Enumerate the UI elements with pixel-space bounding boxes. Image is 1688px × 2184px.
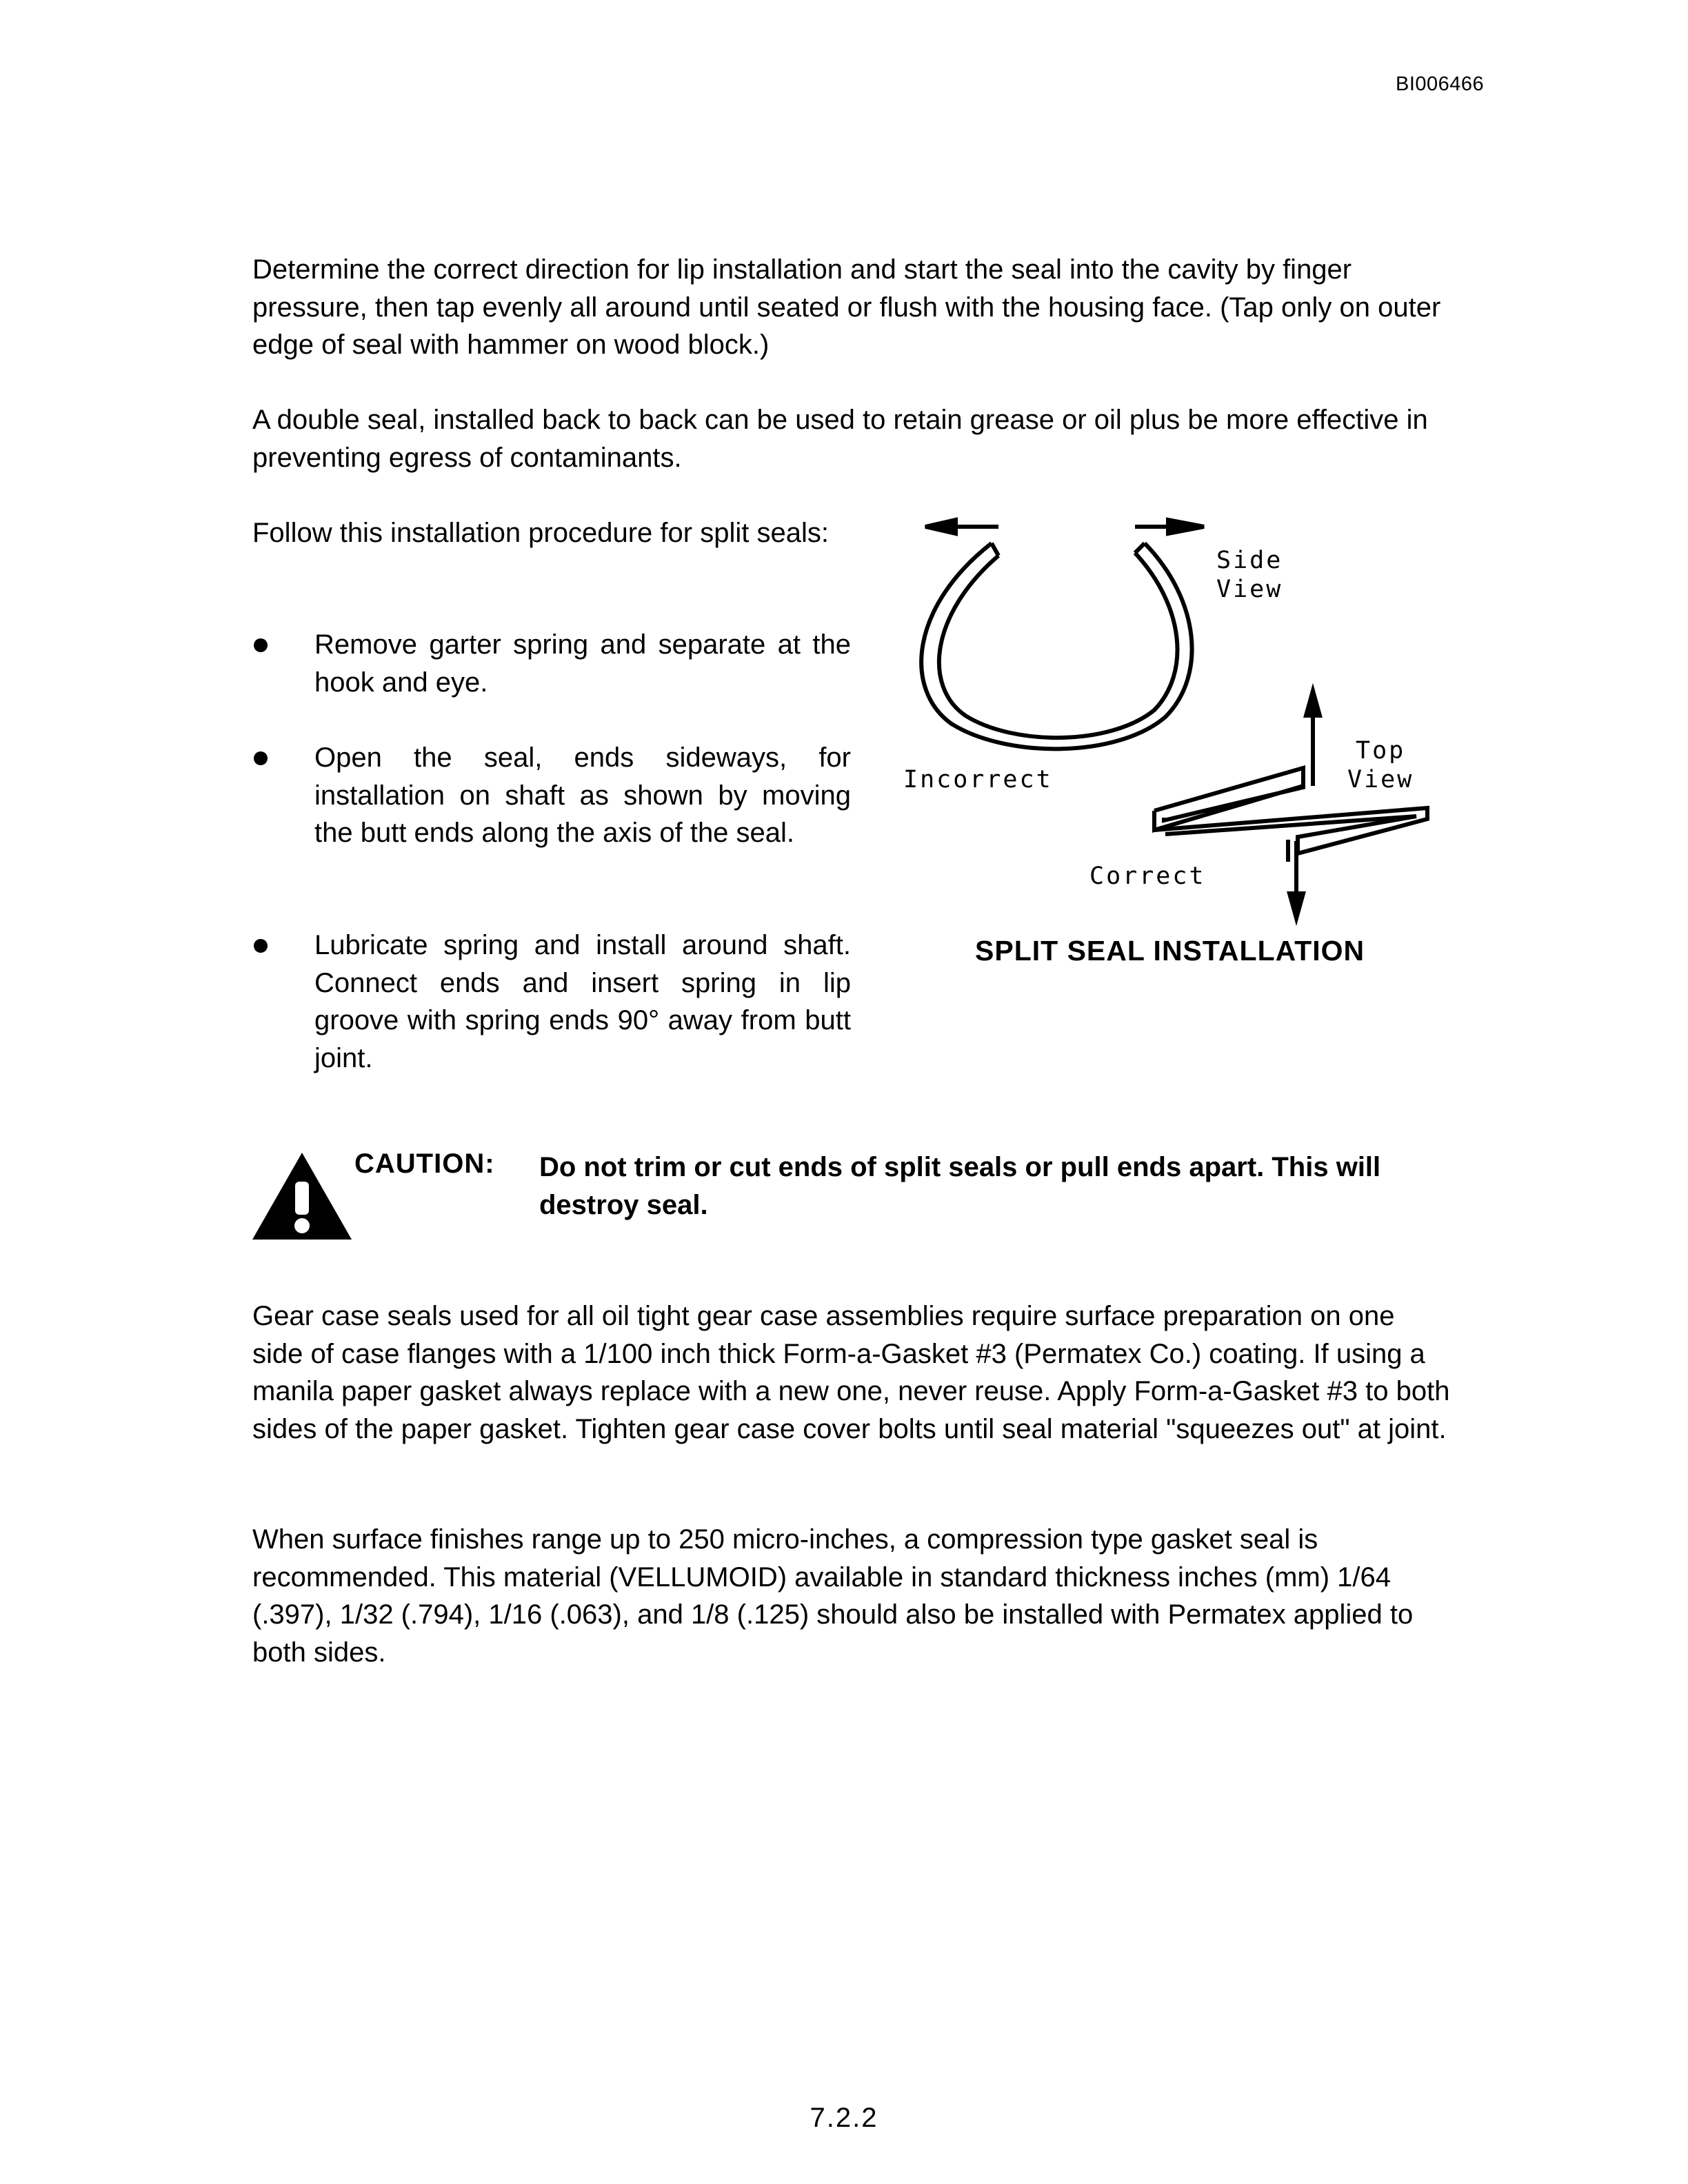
side-view-label <box>1216 546 1283 604</box>
document-id: BI006466 <box>1396 73 1485 95</box>
caution-text: Do not trim or cut ends of split seals or pull ends apart. This will destroy seal. <box>539 1152 1381 1220</box>
top-label-line-2: View <box>1347 766 1414 793</box>
correct-label: Correct <box>1089 862 1206 890</box>
top-view-label <box>1347 736 1414 794</box>
warning-triangle-icon <box>251 1151 353 1241</box>
incorrect-label: Incorrect <box>903 766 1053 793</box>
paragraph-split-seal-intro: Follow this installation procedure for split seals: <box>252 518 829 548</box>
list-item-text: Open the seal, ends sideways, for installation on shaft as shown by moving the butt ends along the axis of the seal. <box>314 742 851 848</box>
bullet-icon <box>254 939 268 953</box>
paragraph-compression-gasket: When surface finishes range up to 250 micro-inches, a compression type gasket seal is recommended. This material (VELLUMOID) available in standard thickness inches (mm) 1/64 (.397), 1/32 (.794), 1/16 (.063), and 1/8 (.125) should also be installed with Permatex applied to both sides. <box>252 1524 1414 1668</box>
paragraph-double-seal: A double seal, installed back to back can be used to retain grease or oil plus be more effective in preventing egress of contaminants. <box>252 405 1428 473</box>
list-item-text: Lubricate spring and install around shaft. Connect ends and insert spring in lip groove with spring ends 90° away from butt joint. <box>314 930 851 1073</box>
side-view-arrows <box>925 520 1204 534</box>
side-label-line-2: View <box>1216 576 1283 603</box>
caution-label: CAUTION: <box>354 1149 495 1179</box>
top-view-arrows <box>1289 691 1320 918</box>
split-seal-diagram <box>890 510 1469 938</box>
side-label-line-1: Side <box>1216 547 1283 574</box>
bullet-icon <box>254 751 268 765</box>
side-view-seal <box>921 543 1192 749</box>
bullet-icon <box>254 638 268 652</box>
page-number: 7.2.2 <box>810 2103 878 2133</box>
diagram-caption: SPLIT SEAL INSTALLATION <box>975 935 1365 967</box>
list-item-text: Remove garter spring and separate at the hook and eye. <box>314 629 851 698</box>
paragraph-lip-installation: Determine the correct direction for lip installation and start the seal into the cavity by finger pressure, then tap evenly all around until seated or flush with the housing face. (Tap only on outer edge of seal with hammer on wood block.) <box>252 254 1441 360</box>
top-label-line-1: Top <box>1356 737 1406 765</box>
paragraph-gear-case-seals: Gear case seals used for all oil tight gear case assemblies require surface preparation on one side of case flanges with a 1/100 inch thick Form-a-Gasket #3 (Permatex Co.) coating. If using a manila paper gasket always replace with a new one, never reuse. Apply Form-a-Gasket #3 to both sides of the paper gasket. Tighten gear case cover bolts until seal material "squeezes out" at joint. <box>252 1301 1450 1444</box>
